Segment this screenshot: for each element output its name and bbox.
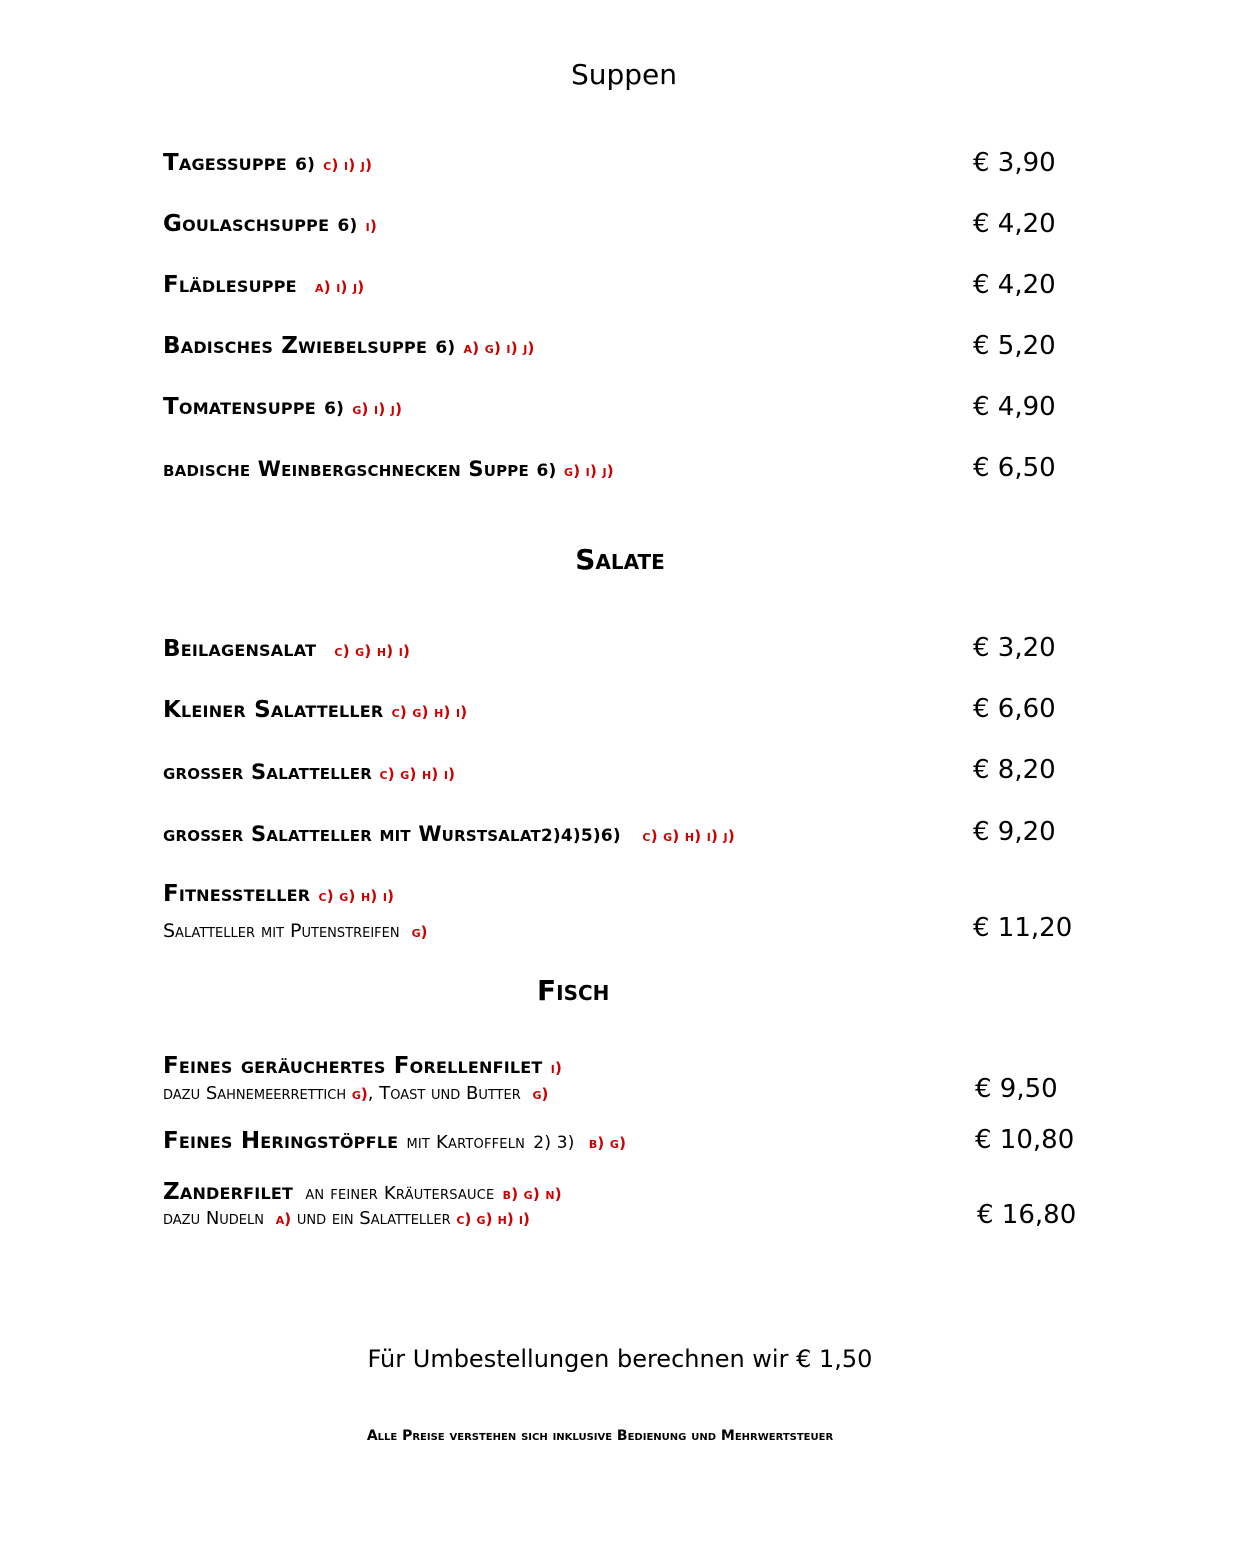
menu-item-goulaschsuppe: [163, 211, 377, 237]
item-description: [163, 1208, 530, 1229]
item-name: Flädlesuppe: [163, 272, 297, 298]
item-description-text: , Toast und Butter: [367, 1083, 521, 1104]
item-allergens: i): [365, 217, 378, 235]
item-name: Fitnessteller: [163, 881, 311, 907]
menu-item-kleiner-salatteller: [163, 697, 467, 723]
item-description: [163, 920, 428, 942]
item-allergens: c) g) h) i): [456, 1210, 530, 1228]
footer-disclaimer: Alle Preise verstehen sich inklusive Bedienung und Mehrwertsteuer: [366, 1428, 834, 1444]
item-allergens: a) g) i) j): [463, 339, 535, 357]
menu-item-zwiebelsuppe: [163, 333, 535, 359]
item-additive-number: 2)4)5)6): [540, 826, 621, 846]
menu-item-schneckensuppe: [163, 457, 614, 481]
menu-item-grosser-salatteller: [163, 760, 455, 784]
menu-item-tomatensuppe: [163, 394, 402, 420]
item-description-text: dazu Sahnemeerrettich: [163, 1083, 347, 1104]
menu-item-beilagensalat: [163, 636, 410, 662]
item-price: € 10,80: [975, 1125, 1075, 1155]
item-additive-number: 6): [324, 399, 345, 419]
item-price: € 9,50: [975, 1074, 1058, 1104]
item-price: € 3,90: [973, 148, 1056, 178]
item-price: € 3,20: [973, 633, 1056, 663]
item-additive-number: 6): [536, 461, 557, 481]
menu-item-zanderfilet: [163, 1179, 562, 1205]
item-price: € 4,20: [973, 209, 1056, 239]
item-allergens: g) i) j): [352, 400, 403, 418]
item-description-text: dazu Nudeln: [163, 1208, 264, 1229]
item-additive-number: 6): [337, 216, 358, 236]
item-name: badische Weinbergschnecken Suppe: [163, 457, 529, 481]
menu-item-forellenfilet: [163, 1053, 562, 1079]
item-allergens: c) g) h) i): [379, 765, 456, 783]
item-name: Goulaschsuppe: [163, 211, 330, 237]
item-price: € 6,60: [973, 694, 1056, 724]
item-additive-number: 6): [435, 338, 456, 358]
section-title-fisch: Fisch: [537, 974, 610, 1007]
item-name: Tomatensuppe: [163, 394, 316, 420]
section-title-suppen: Suppen: [570, 58, 678, 91]
item-name: Kleiner Salatteller: [163, 697, 384, 723]
item-allergens: i): [550, 1059, 563, 1077]
item-allergens: c) g) h) i): [391, 703, 468, 721]
item-name: großer Salatteller mit Wurstsalat: [163, 822, 541, 846]
item-allergens: g) i) j): [563, 462, 614, 480]
item-price: € 11,20: [973, 913, 1073, 943]
item-description: [163, 1083, 548, 1104]
item-name: Feines geräuchertes Forellenfilet: [163, 1053, 543, 1079]
item-allergens: c) g) h) i): [334, 642, 411, 660]
item-name: Tagessuppe: [163, 150, 287, 176]
item-name: Zanderfilet: [163, 1179, 294, 1205]
menu-item-heringstoepfle: [163, 1128, 626, 1154]
item-allergens: c) g) h) i) j): [642, 827, 735, 845]
item-extra: mit Kartoffeln: [406, 1132, 526, 1153]
item-price: € 5,20: [973, 331, 1056, 361]
menu-item-tagessuppe: [163, 150, 372, 176]
item-allergens: b) g) n): [502, 1185, 562, 1203]
item-name: Badisches Zwiebelsuppe: [163, 333, 428, 359]
item-allergens: c) i) j): [323, 156, 373, 174]
item-allergens: a) i) j): [315, 278, 365, 296]
item-price: € 8,20: [973, 755, 1056, 785]
item-name: Beilagensalat: [163, 636, 317, 662]
item-allergens: g): [351, 1085, 368, 1103]
menu-item-salatteller-wurstsalat: [163, 822, 735, 846]
item-price: € 6,50: [973, 453, 1056, 483]
menu-item-fladlesuppe: [163, 272, 364, 298]
section-title-salate: Salate: [575, 543, 665, 576]
item-price: € 16,80: [977, 1200, 1077, 1230]
rebooking-note: Für Umbestellungen berechnen wir € 1,50: [367, 1345, 873, 1373]
item-allergens: a): [275, 1210, 292, 1228]
item-extra: an feiner Kräutersauce: [305, 1183, 495, 1204]
item-additive-number: 6): [295, 155, 316, 175]
menu-item-fitnessteller: [163, 881, 394, 907]
item-additive-number: 2) 3): [533, 1133, 575, 1153]
item-price: € 4,20: [973, 270, 1056, 300]
item-price: € 9,20: [973, 817, 1056, 847]
item-name: großer Salatteller: [163, 760, 372, 784]
item-description-text: Salatteller mit Putenstreifen: [163, 920, 400, 942]
item-name: Feines Heringstöpfle: [163, 1128, 399, 1154]
item-allergens: g): [532, 1085, 549, 1103]
item-allergens: c) g) h) i): [318, 887, 395, 905]
item-allergens: b) g): [588, 1134, 627, 1152]
item-allergens: g): [411, 923, 428, 941]
item-price: € 4,90: [973, 392, 1056, 422]
item-description-text: und ein Salatteller: [296, 1208, 451, 1229]
